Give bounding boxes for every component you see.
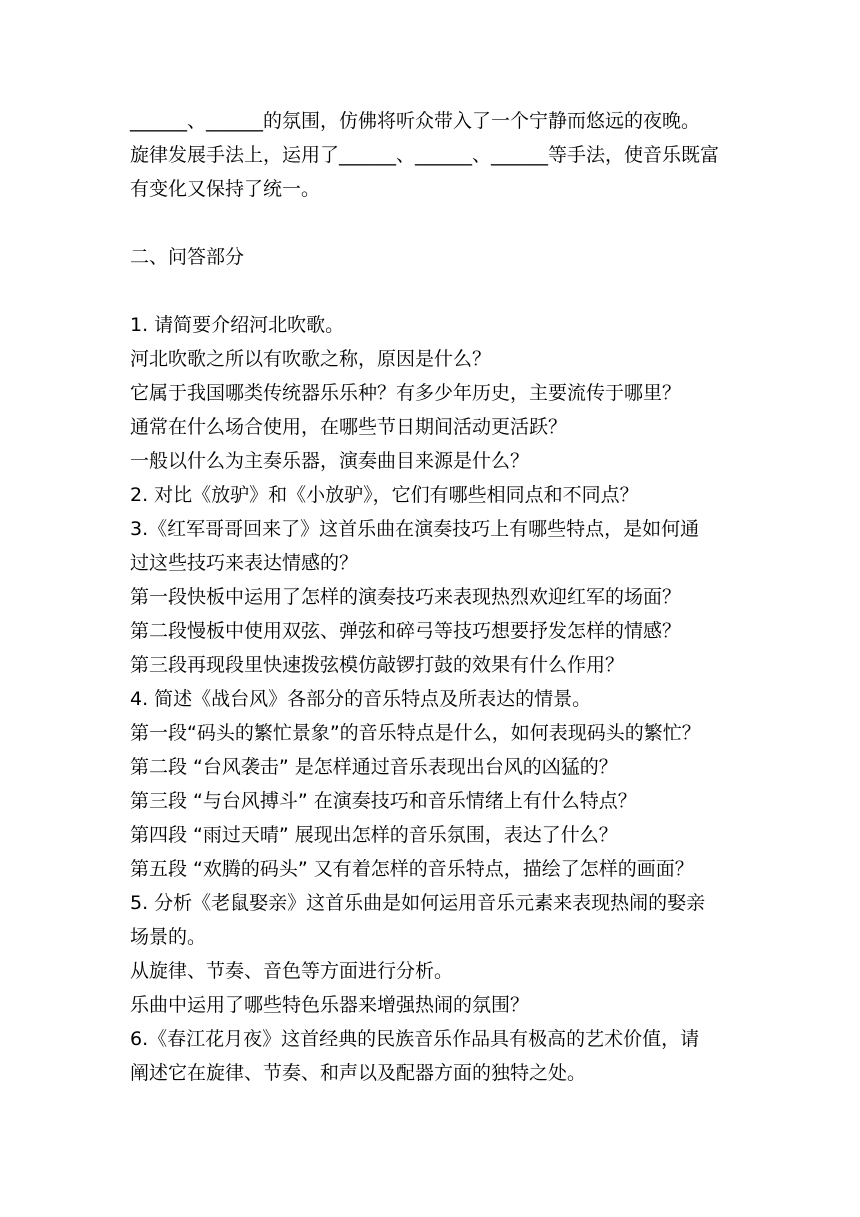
text-line: 阐述它在旋律、节奏、和声以及配器方面的独特之处。 (130, 1062, 587, 1084)
text-line: 过这些技巧来表达情感的？ (130, 552, 359, 574)
text-line: 第二段 “台风袭击” 是怎样通过音乐表现出台风的凶猛的？ (130, 756, 618, 778)
text-line: ______、______的氛围，仿佛将听众带入了一个宁静而悠远的夜晚。 (130, 110, 701, 132)
question-4: 4. 简述《战台风》各部分的音乐特点及所表达的情景。 (130, 688, 592, 710)
text-line: 第三段 “与台风搏斗” 在演奏技巧和音乐情绪上有什么特点？ (130, 790, 637, 812)
text-line: 第四段 “雨过天晴” 展现出怎样的音乐氛围，表达了什么？ (130, 824, 618, 846)
question-2: 2. 对比《放驴》和《小放驴》，它们有哪些相同点和不同点？ (130, 484, 639, 506)
text-line: 通常在什么场合使用，在哪些节日期间活动更活跃？ (130, 416, 568, 438)
section-heading: 二、问答部分 (130, 246, 245, 268)
text-line: 场景的。 (130, 926, 207, 948)
question-3: 3.《红军哥哥回来了》这首乐曲在演奏技巧上有哪些特点，是如何通 (130, 518, 700, 540)
text-line: 旋律发展手法上，运用了______、______、______等手法，使音乐既富 (130, 144, 720, 166)
text-line: 第一段快板中运用了怎样的演奏技巧来表现热烈欢迎红军的场面？ (130, 586, 682, 608)
text-line: 河北吹歌之所以有吹歌之称，原因是什么？ (130, 348, 492, 370)
blank-line (130, 274, 750, 308)
text-line: 它属于我国哪类传统器乐乐种？有多少年历史，主要流传于哪里？ (130, 382, 682, 404)
text-body (130, 104, 750, 1090)
text-line: 第三段再现段里快速拨弦模仿敲锣打鼓的效果有什么作用？ (130, 654, 625, 676)
text-line: 第五段 “欢腾的码头” 又有着怎样的音乐特点，描绘了怎样的画面？ (130, 858, 694, 880)
question-6: 6.《春江花月夜》这首经典的民族音乐作品具有极高的艺术价值，请 (130, 1028, 700, 1050)
text-line: 第二段慢板中使用双弦、弹弦和碎弓等技巧想要抒发怎样的情感？ (130, 620, 682, 642)
question-5: 5. 分析《老鼠娶亲》这首乐曲是如何运用音乐元素来表现热闹的娶亲 (130, 892, 706, 914)
blank-line (130, 206, 750, 240)
text-line: 从旋律、节奏、音色等方面进行分析。 (130, 960, 454, 982)
text-line: 乐曲中运用了哪些特色乐器来增强热闹的氛围？ (130, 994, 530, 1016)
text-line: 第一段“码头的繁忙景象”的音乐特点是什么，如何表现码头的繁忙？ (130, 722, 701, 744)
question-1: 1. 请简要介绍河北吹歌。 (130, 314, 345, 336)
text-line: 有变化又保持了统一。 (130, 178, 321, 200)
text-line: 一般以什么为主奏乐器，演奏曲目来源是什么？ (130, 450, 530, 472)
